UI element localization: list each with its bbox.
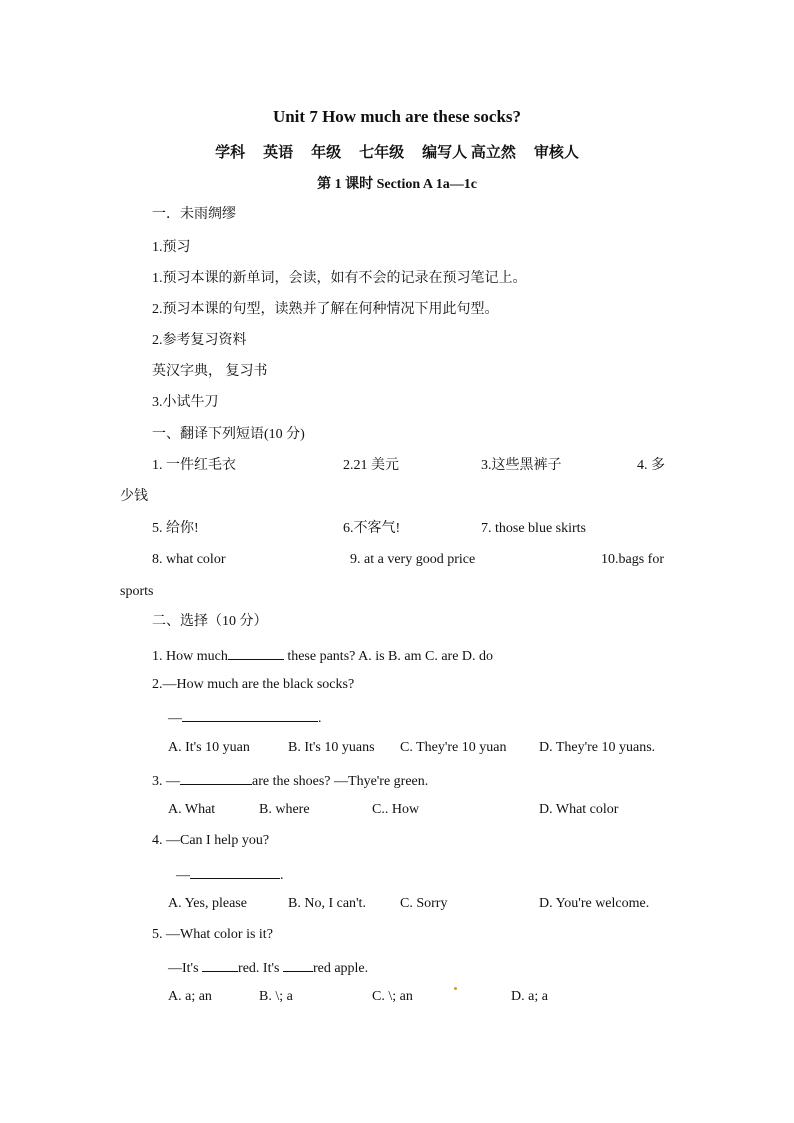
question-4: 4. —Can I help you? bbox=[152, 833, 270, 848]
reference-text: 英汉字典， 复习书 bbox=[152, 364, 268, 379]
answer-blank[interactable] bbox=[202, 957, 238, 972]
period: . bbox=[280, 868, 284, 883]
answer-blank[interactable] bbox=[228, 645, 284, 660]
question-5-option-a: A. a; an bbox=[168, 989, 212, 1004]
answer-blank[interactable] bbox=[190, 864, 280, 879]
question-5-option-c: C. \; an bbox=[372, 989, 413, 1004]
translate-heading: 一、翻译下列短语(10 分) bbox=[152, 427, 305, 442]
preview-heading: 1.预习 bbox=[152, 240, 191, 255]
question-3 bbox=[152, 770, 428, 791]
question-2: 2.—How much are the black socks? bbox=[152, 677, 355, 692]
answer-blank[interactable] bbox=[283, 957, 313, 972]
question-3-option-a: A. What bbox=[168, 802, 216, 817]
section-heading-prepare: 一．未雨绸缪 bbox=[152, 207, 236, 222]
translate-item-7: 7. those blue skirts bbox=[481, 521, 586, 536]
page-title: Unit 7 How much are these socks? bbox=[272, 107, 522, 126]
dash: — bbox=[168, 711, 182, 726]
lesson-line: 第 1 课时 Section A 1a—1c bbox=[317, 177, 477, 192]
question-2-answer-line bbox=[168, 707, 322, 728]
question-4-option-d: D. You're welcome. bbox=[539, 896, 650, 911]
preview-item-1: 1.预习本课的新单词，会读，如有不会的记录在预习笔记上。 bbox=[152, 271, 527, 286]
question-5-start: —It's bbox=[168, 961, 203, 976]
dash: — bbox=[176, 868, 190, 883]
question-3-option-c: C.. How bbox=[372, 802, 420, 817]
answer-blank[interactable] bbox=[180, 770, 252, 785]
question-2-option-d: D. They're 10 yuans. bbox=[539, 740, 656, 755]
translate-item-6: 6.不客气! bbox=[343, 521, 401, 536]
question-2-option-a: A. It's 10 yuan bbox=[168, 740, 250, 755]
translate-item-2: 2.21 美元 bbox=[343, 458, 399, 473]
subject-label: 学科 bbox=[215, 145, 246, 161]
question-1-end: these pants? A. is B. am C. are D. do bbox=[283, 649, 494, 664]
translate-item-10-wrap: sports bbox=[120, 584, 154, 599]
decorative-dot bbox=[454, 987, 457, 990]
question-3-start: 3. — bbox=[152, 774, 180, 789]
question-4-option-c: C. Sorry bbox=[400, 896, 448, 911]
translate-item-8: 8. what color bbox=[152, 552, 226, 567]
question-5-sentence bbox=[168, 957, 368, 978]
reference-heading: 2.参考复习资料 bbox=[152, 333, 247, 348]
question-1-start: 1. How much bbox=[152, 649, 228, 664]
answer-blank[interactable] bbox=[182, 707, 318, 722]
preview-item-2: 2.预习本课的句型，读熟并了解在何种情况下用此句型。 bbox=[152, 302, 499, 317]
document-info-line bbox=[0, 144, 794, 162]
question-1 bbox=[152, 645, 493, 666]
choice-heading: 二、选择（10 分） bbox=[152, 614, 268, 629]
question-4-answer-line bbox=[176, 864, 284, 885]
question-4-option-b: B. No, I can't. bbox=[288, 896, 366, 911]
question-3-end: are the shoes? —Thye're green. bbox=[252, 774, 429, 789]
translate-item-4-wrap: 少钱 bbox=[120, 489, 148, 504]
question-5: 5. —What color is it? bbox=[152, 927, 273, 942]
question-3-option-b: B. where bbox=[259, 802, 310, 817]
reviewer-label: 审核人 bbox=[533, 145, 579, 161]
practice-heading: 3.小试牛刀 bbox=[152, 395, 219, 410]
question-2-option-c: C. They're 10 yuan bbox=[400, 740, 507, 755]
question-5-option-d: D. a; a bbox=[511, 989, 548, 1004]
question-2-option-b: B. It's 10 yuans bbox=[288, 740, 375, 755]
translate-item-10: 10.bags for bbox=[601, 552, 664, 567]
author: 编写人 高立然 bbox=[422, 145, 516, 161]
grade-value: 七年级 bbox=[359, 145, 405, 161]
question-3-option-d: D. What color bbox=[539, 802, 619, 817]
question-5-end: red apple. bbox=[312, 961, 369, 976]
question-4-option-a: A. Yes, please bbox=[168, 896, 247, 911]
period: . bbox=[318, 711, 322, 726]
translate-item-5: 5. 给你! bbox=[152, 521, 199, 536]
translate-item-9: 9. at a very good price bbox=[350, 552, 476, 567]
question-5-middle: red. It's bbox=[238, 961, 283, 976]
subject-value: 英语 bbox=[263, 145, 294, 161]
question-5-option-b: B. \; a bbox=[259, 989, 293, 1004]
translate-item-4: 4. 多 bbox=[637, 458, 665, 473]
translate-item-3: 3.这些黑裤子 bbox=[481, 458, 562, 473]
grade-label: 年级 bbox=[311, 145, 342, 161]
translate-item-1: 1. 一件红毛衣 bbox=[152, 458, 236, 473]
